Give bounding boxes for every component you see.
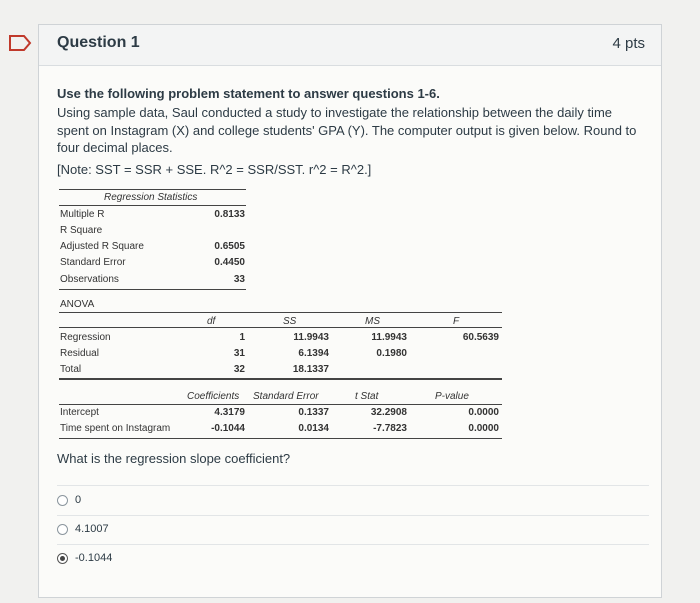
anova-df: 1	[239, 332, 245, 343]
stat-value: 33	[233, 274, 245, 285]
stat-label: Multiple R	[60, 209, 105, 220]
anova-heading: ANOVA	[60, 299, 95, 310]
table-rule	[59, 404, 502, 405]
anova-col-ss: SS	[283, 316, 297, 327]
anova-f: 60.5639	[462, 332, 499, 343]
table-rule	[59, 327, 502, 328]
instruction-text: Use the following problem statement to answer questions 1-6.	[57, 86, 440, 101]
table-rule	[59, 438, 502, 439]
anova-row-label: Regression	[60, 332, 111, 343]
coef-pvalue: 0.0000	[468, 423, 499, 434]
anova-df: 31	[233, 348, 245, 359]
anova-row-label: Total	[60, 364, 82, 375]
anova-ss: 6.1394	[298, 348, 329, 359]
anova-ss: 11.9943	[293, 332, 329, 343]
question-card	[38, 24, 662, 598]
divider	[57, 544, 649, 545]
table-rule	[59, 378, 502, 380]
coef-row-label: Intercept	[60, 407, 99, 418]
coef-col-pvalue: P-value	[435, 391, 469, 402]
coef-col-tstat: t Stat	[355, 391, 379, 402]
table-rule	[59, 289, 246, 290]
regression-stats-heading: Regression Statistics	[104, 192, 198, 203]
answer-option-selected[interactable]	[57, 552, 112, 564]
anova-col-f: F	[453, 316, 460, 327]
flag-icon[interactable]	[0, 28, 36, 58]
problem-statement: Using sample data, Saul conducted a study to investigate the relationship between the daily time spent on Instagram (X) and college students' GPA (Y). The computer output is given below. Round to four decimal places.	[57, 105, 637, 155]
table-rule	[59, 205, 246, 206]
question-points: 4 pts	[612, 35, 645, 52]
divider	[57, 485, 649, 486]
answer-option[interactable]	[57, 494, 81, 506]
anova-ss: 18.1337	[292, 364, 329, 375]
coef-tstat: -7.7823	[373, 423, 407, 434]
radio-button[interactable]	[57, 495, 68, 506]
stat-value: 0.6505	[214, 241, 245, 252]
anova-col-df: df	[207, 316, 216, 327]
anova-row-label: Residual	[60, 348, 99, 359]
anova-ms: 0.1980	[376, 348, 407, 359]
coef-stderr: 0.0134	[298, 423, 329, 434]
stat-label: Observations	[60, 274, 119, 285]
coef-row-label: Time spent on Instagram	[60, 423, 171, 434]
answer-option[interactable]	[57, 523, 109, 535]
table-rule	[59, 312, 502, 313]
stat-value: 0.8133	[214, 209, 245, 220]
stat-label: Standard Error	[60, 257, 126, 268]
stat-label: Adjusted R Square	[60, 241, 144, 252]
answer-label: 0	[75, 494, 82, 506]
coef-col-coefficients: Coefficients	[187, 391, 240, 402]
coef-col-stderr: Standard Error	[253, 391, 319, 402]
coef-value: -0.1044	[211, 423, 245, 434]
answer-label: 4.1007	[75, 523, 109, 535]
anova-df: 32	[233, 364, 245, 375]
question-header	[39, 25, 661, 66]
anova-col-ms: MS	[365, 316, 380, 327]
coef-pvalue: 0.0000	[468, 407, 499, 418]
coef-stderr: 0.1337	[298, 407, 329, 418]
question-prompt: What is the regression slope coefficient?	[57, 451, 291, 466]
table-rule	[59, 189, 246, 190]
stat-value: 0.4450	[214, 257, 245, 268]
coef-tstat: 32.2908	[370, 407, 407, 418]
question-title: Question 1	[57, 34, 140, 51]
note-text: [Note: SST = SSR + SSE. R^2 = SSR/SST. r^2 = R^2.]	[57, 162, 372, 177]
anova-ms: 11.9943	[371, 332, 407, 343]
radio-button-selected[interactable]	[57, 553, 68, 564]
answer-label: -0.1044	[75, 552, 113, 564]
coef-value: 4.3179	[214, 407, 245, 418]
divider	[57, 515, 649, 516]
stat-label: R Square	[60, 225, 103, 236]
radio-button[interactable]	[57, 524, 68, 535]
